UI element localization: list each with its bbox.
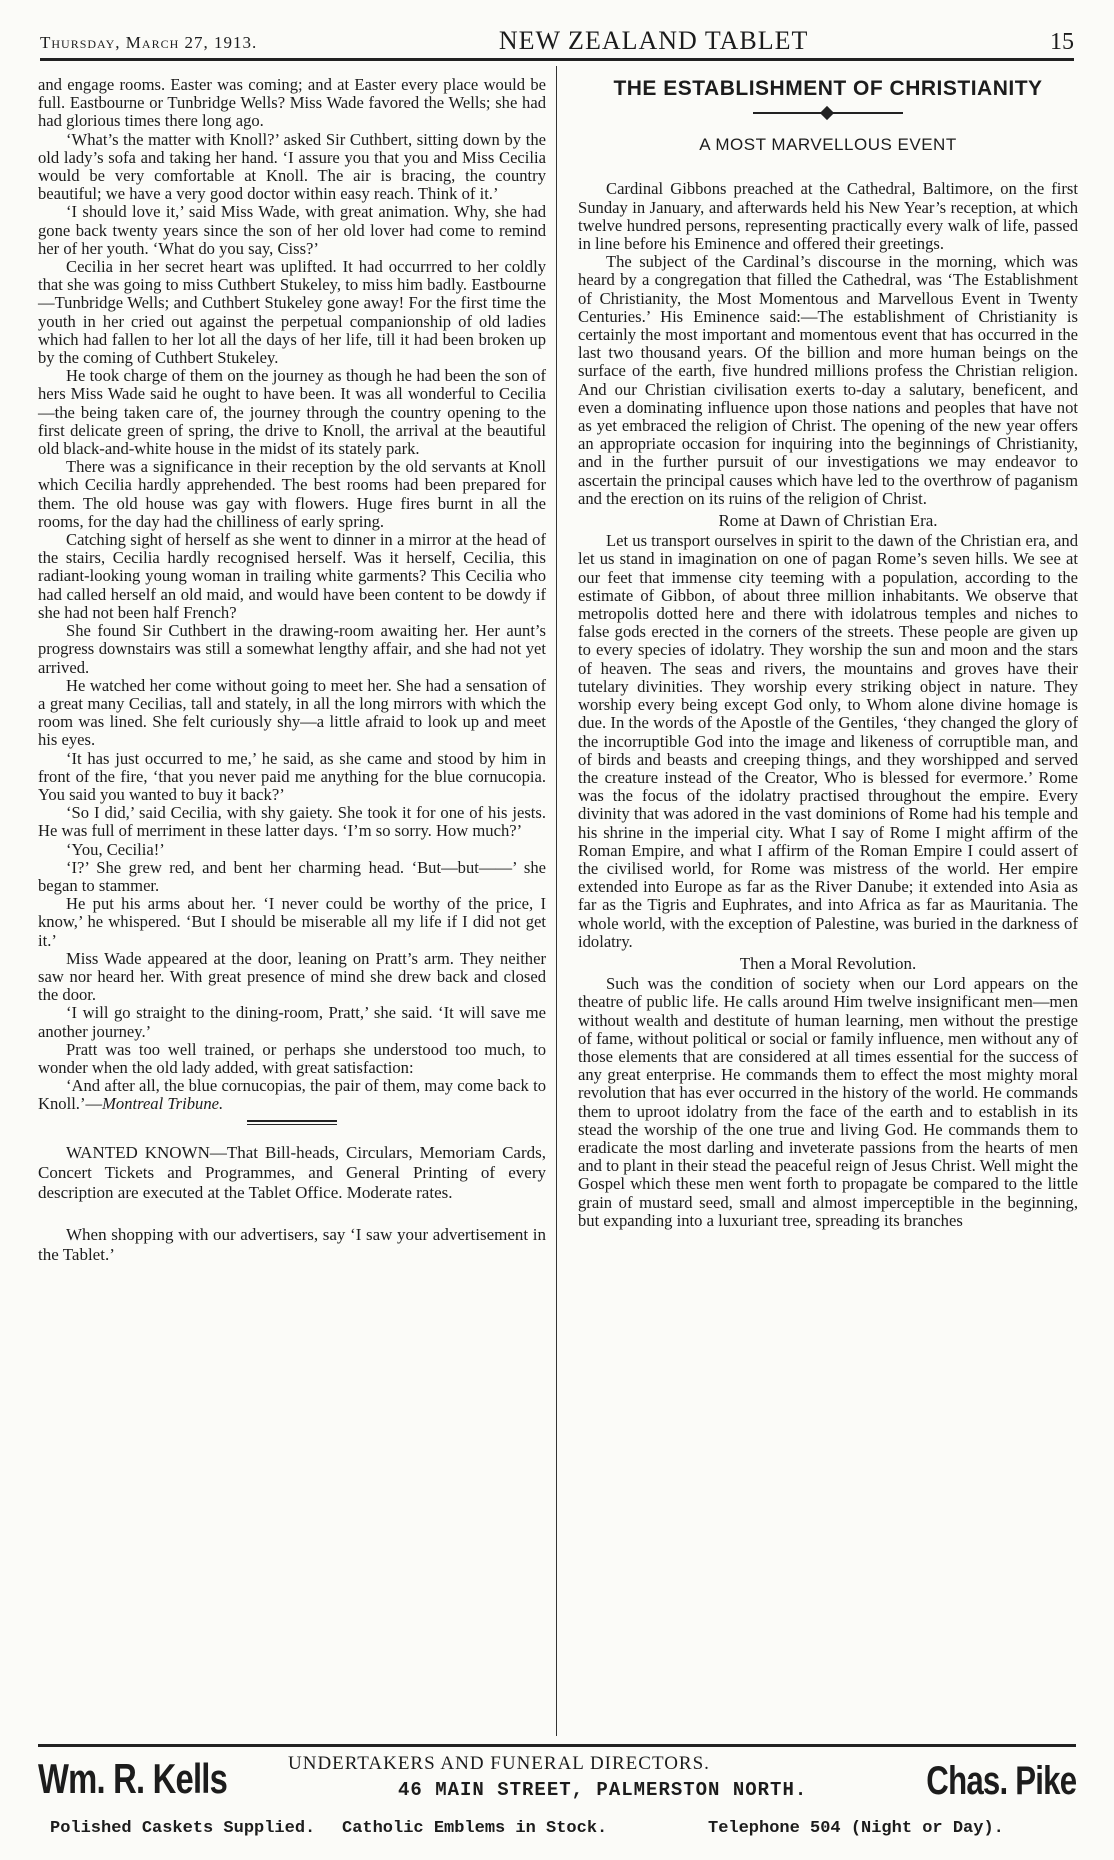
ad-telephone: Telephone 504 (Night or Day).	[708, 1819, 1004, 1838]
story-paragraph: Cecilia in her secret heart was uplifted. It had occurrred to her coldly that she was going to miss Cuthbert Stukeley, to miss him badly. Eastbourne—Tunbridge Wells; and Cuthbert Stukeley gone away! For the first time the youth in her cried out against the perpetual companionship of old ladies which had fallen to her lot all the days of her life, till it had been broken up by the coming of Cuthbert Stukeley.	[38, 257, 546, 368]
ad-name-right: Chas. Pike	[925, 1759, 1076, 1803]
article-paragraph: The subject of the Cardinal’s discourse in the morning, which was heard by a congregation that filled the Cathedral, was ‘The Establishment of Christianity, the Most Momentous and Marvellous Event in Twenty Centuries.’ His Eminence said:—The establishment of Christianity is certainly the most important and momentous event that has occurred in the last two thousand years. Of the billion and more human beings on the surface of the earth, five hundred millions profess the Christian religion. And our Christian civilisation exerts to-day a salutary, beneficent, and even a dominating influence upon those nations and peoples that have not as yet embraced the religion of Christ. The opening of the new year offers an appropriate occasion for inquiring into the beginnings of Christianity, and in the further pursuit of our investigations we may endeavor to ascertain the principal causes which have led to the overthrow of paganism and the erection on its ruins of the religion of Christ.	[578, 252, 1078, 508]
ad-line-address: 46 MAIN STREET, PALMERSTON NORTH.	[398, 1779, 808, 1801]
story-end-rule	[247, 1120, 337, 1125]
story-paragraph: Miss Wade appeared at the door, leaning on Pratt’s arm. They neither saw nor heard her. With great presence of mind she drew back and closed the door.	[38, 948, 546, 1005]
ad-caskets: Polished Caskets Supplied.	[50, 1819, 316, 1838]
printing-notice: WANTED KNOWN—That Bill-heads, Circulars, Memoriam Cards, Concert Tickets and Programmes, and General Printing of every description are executed at the Tablet Office. Moderate rates.	[38, 1142, 546, 1202]
article-paragraph: Cardinal Gibbons preached at the Cathedral, Baltimore, on the first Sunday in January, and afterwards held his New Year’s reception, at which twelve hundred persons, representing practically every walk of life, passed in line before his Eminence and offered their greetings.	[578, 179, 1078, 254]
article-paragraph: Such was the condition of society when our Lord appears on the theatre of public life. He calls around Him twelve insignificant men—men without wealth and destitute of human learning, men without the prestige of fame, without political or social or family influence, men without any of those elements that are considered at all times essential for the success of any great enterprise. He commands them to effect the most mighty moral revolution that has ever occurred in the history of the world. He commands them to uproot idolatry from the face of the earth and to establish in its stead the worship of the one true and living God. He commands them to eradicate the most darling and inveterate passions from the hearts of men and to plant in their stead the peaceful reign of Jesus Christ. Well might the Gospel which these men went forth to propagate be compared to the little grain of mustard seed, small and almost imperceptible in the beginning, but expanding into a luxuriant tree, spreading its branches	[578, 974, 1078, 1230]
story-byline: Montreal Tribune.	[102, 1094, 224, 1114]
masthead-title: NEW ZEALAND TABLET	[498, 26, 809, 55]
ad-line-services: UNDERTAKERS AND FUNERAL DIRECTORS.	[288, 1753, 710, 1774]
story-paragraph: ‘I should love it,’ said Miss Wade, with great animation. Why, she had gone back twenty years since the son of her old lover had come to remind her of her youth. ‘What do you say, Ciss?’	[38, 202, 546, 258]
story-paragraph: ‘I will go straight to the dining-room, Pratt,’ she said. ‘It will save me another journey.’	[38, 1003, 546, 1041]
article-title: THE ESTABLISHMENT OF CHRISTIANITY	[613, 77, 1043, 100]
story-paragraph-text: ‘And after all, the blue cornucopias, the pair of them, may come back to Knoll.’—	[38, 1076, 546, 1114]
story-paragraph: ‘What’s the matter with Knoll?’ asked Sir Cuthbert, sitting down by the old lady’s sofa and taking her hand. ‘I assure you that you and Miss Cecilia would be very comfortable at Knoll. The air is bracing, the country beautiful; we have a very good doctor within easy reach. Think of it.’	[38, 129, 546, 204]
right-column	[578, 76, 1078, 1230]
page-number: 15	[1049, 29, 1074, 55]
story-paragraph: ‘I?’ She grew red, and bent her charming head. ‘But—but——’ she began to stammer.	[38, 857, 546, 895]
article-subtitle: A MOST MARVELLOUS EVENT	[699, 135, 957, 155]
diamond-icon	[820, 106, 834, 120]
ad-name-left: Wm. R. Kells	[38, 1755, 228, 1802]
story-paragraph: ‘It has just occurred to me,’ he said, as she came and stood by him in front of the fire, ‘that you never paid me anything for the blue cornucopia. You said you wanted to buy it back?’	[38, 748, 546, 804]
section-heading: Rome at Dawn of Christian Era.	[718, 511, 938, 531]
story-paragraph: He put his arms about her. ‘I never could be worthy of the price, I know,’ he whispered. ‘But I should be miserable all my life if I did not get it.’	[38, 894, 546, 950]
story-paragraph: There was a significance in their reception by the old servants at Knoll which Cecilia hardly apprehended. The best rooms had been prepared for them. The old house was gay with flowers. Huge fires burnt in all the rooms, for the day had the chilliness of early spring.	[38, 457, 546, 531]
story-paragraph: She found Sir Cuthbert in the drawing-room awaiting her. Her aunt’s progress downstairs was still a somewhat lengthy affair, and she had not yet arrived.	[38, 621, 546, 677]
story-final-paragraph	[38, 1077, 546, 1113]
issue-date: Thursday, March 27, 1913.	[40, 33, 258, 52]
section-heading: Then a Moral Revolution.	[739, 953, 917, 973]
shopping-notice: When shopping with our advertisers, say ‘I saw your advertisement in the Tablet.’	[38, 1224, 546, 1264]
story-paragraph: ‘So I did,’ said Cecilia, with shy gaiety. She took it for one of his jests. He was full of merriment in these latter days. ‘I’m so sorry. How much?’	[38, 803, 546, 841]
story-paragraph: He took charge of them on the journey as though he had been the son of hers Miss Wade said he ought to have been. It was all wonderful to Cecilia—the being taken care of, the journey through the country opening to the first delicate green of spring, the drive to Knoll, the arrival at the beautiful old black-and-white house in the midst of its stately park.	[38, 366, 546, 459]
story-paragraph: and engage rooms. Easter was coming; and at Easter every place would be full. Eastbourne or Tunbridge Wells? Miss Wade favored the Wells; she had had glorious times there long ago.	[38, 75, 546, 131]
story-paragraph: ‘You, Cecilia!’	[66, 839, 165, 859]
story-paragraph: Pratt was too well trained, or perhaps she understood too much, to wonder when the old lady added, with great satisfaction:	[38, 1039, 546, 1077]
page-header	[40, 22, 1074, 61]
column-divider	[556, 66, 557, 1736]
title-ornament	[753, 108, 903, 118]
left-column	[38, 76, 546, 1265]
undertaker-advertisement	[38, 1744, 1076, 1855]
story-paragraph: He watched her come without going to meet her. She had a sensation of a great many Cecilias, tall and stately, in all the long mirrors with which the room was lined. She felt curiously shy—a little afraid to look up and meet his eyes.	[38, 675, 546, 750]
story-paragraph: Catching sight of herself as she went to dinner in a mirror at the head of the stairs, Cecilia hardly recognised herself. Was it herself, Cecilia, this radiant-looking young woman in trailing white garments? This Cecilia who had called herself an old maid, and would have been content to be dowdy if she had not been half French?	[38, 530, 546, 622]
article-paragraph: Let us transport ourselves in spirit to the dawn of the Christian era, and let us stand in imagination on one of pagan Rome’s seven hills. We see at our feet that immense city teeming with a population, according to the estimate of Gibbon, of about three million inhabitants. We observe that metropolis dotted here and there with idolatrous temples and niches to false gods erected in the corners of the streets. These people are given up to every species of idolatry. They worship the sun and moon and the stars of heaven. The seas and rivers, the mountains and groves have their tutelary divinities. They worship every striking object in nature. They worship every being except God only, to Whom alone divine homage is due. In the words of the Apostle of the Gentiles, ‘they changed the glory of the incorruptible God into the image and likeness of corruptible man, and of birds and beasts and creeping things, and they worshipped and served the creature instead of the Creator, Who is blessed for evermore.’ Rome was the focus of the idolatry practised throughout the empire. Every divinity that was adored in the vast dominions of Rome had his temple and his shrine in the imperial city. What I say of Rome I might affirm of the Roman Empire, and what I affirm of the Roman Empire I could assert of the civilised world, for Rome was mistress of the world. Her empire extended into Europe as far as the River Danube; it extended into Asia as far as the Tigris and Euphrates, and into Africa as far as Mauritania. The whole world, with the exception of Palestine, was buried in the darkness of idolatry.	[578, 531, 1078, 951]
ad-emblems: Catholic Emblems in Stock.	[342, 1819, 608, 1838]
